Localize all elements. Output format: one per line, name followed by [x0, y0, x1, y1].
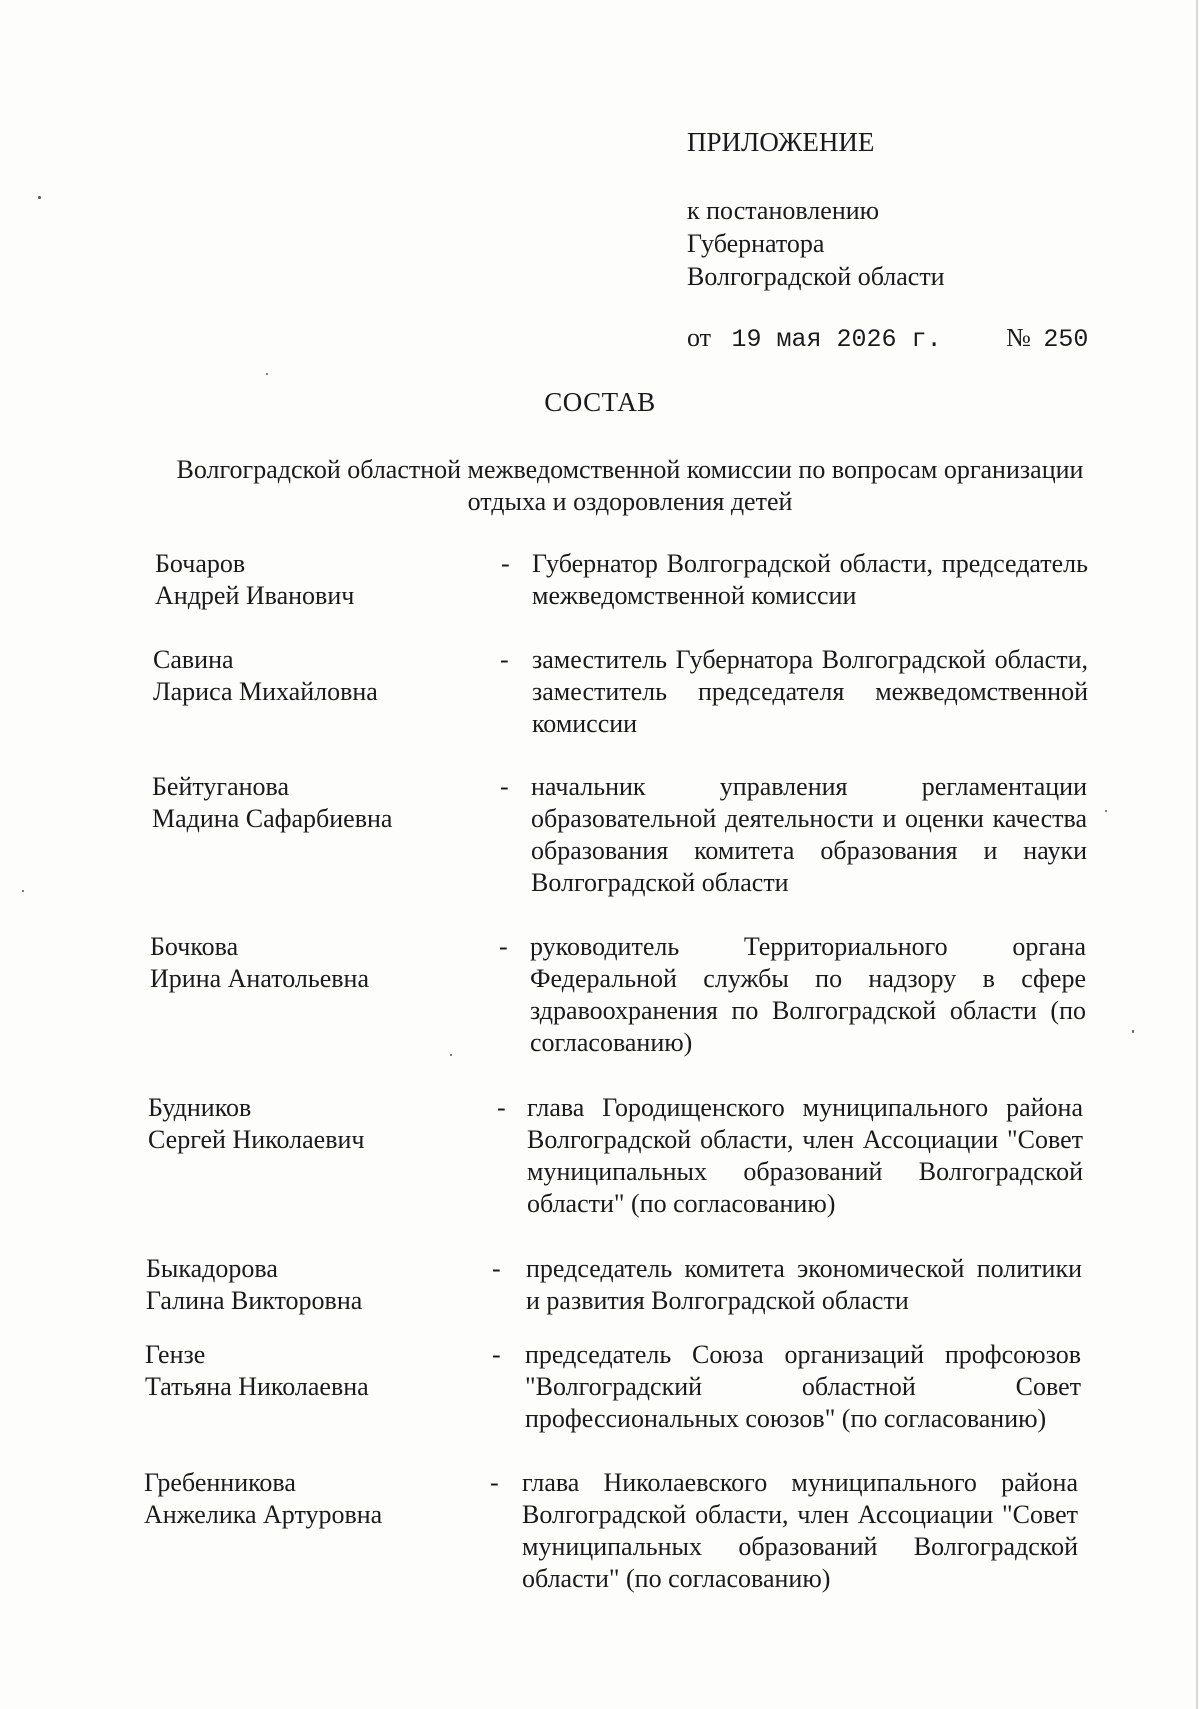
appendix-line-3: Волгоградской области	[687, 262, 945, 291]
scan-speck	[266, 373, 268, 375]
member-given-names: Татьяна Николаевна	[145, 1372, 369, 1401]
member-dash: -	[492, 1340, 501, 1369]
scan-speck	[22, 890, 24, 892]
member-role: руководитель Территориального органа Федеральной службы по надзору в сфере здравоохранения по Волгоградской области (по согласованию)	[530, 932, 1086, 1057]
member-role: председатель комитета экономической политики и развития Волгоградской области	[526, 1254, 1082, 1315]
member-name	[152, 771, 512, 835]
member-given-names: Лариса Михайловна	[153, 677, 378, 706]
scan-speck	[38, 196, 41, 199]
member-name	[145, 1339, 505, 1403]
member-dash: -	[500, 772, 509, 801]
document-title: СОСТАВ	[544, 387, 656, 417]
appendix-title: ПРИЛОЖЕНИЕ	[687, 127, 875, 157]
member-name	[148, 1092, 508, 1156]
scan-speck	[1132, 1030, 1134, 1033]
member-surname: Гребенникова	[144, 1468, 296, 1497]
member-name	[155, 548, 515, 612]
number-value: 250	[1043, 325, 1089, 354]
member-given-names: Сергей Николаевич	[148, 1125, 365, 1154]
date-value: 19 мая 2026 г.	[731, 325, 942, 354]
member-given-names: Ирина Анатольевна	[150, 964, 369, 993]
member-given-names: Галина Викторовна	[146, 1286, 363, 1315]
member-name	[146, 1253, 506, 1317]
member-dash: -	[501, 549, 510, 578]
member-dash: -	[492, 1254, 501, 1283]
scan-speck	[450, 1054, 452, 1056]
date-prefix: от	[687, 323, 712, 352]
appendix-date-line	[687, 322, 1088, 356]
member-name	[153, 644, 513, 708]
document-subtitle: Волгоградской областной межведомственной комиссии по вопросам организации отдыха и оздоровления детей	[176, 455, 1084, 516]
member-dash: -	[500, 645, 509, 674]
member-role: председатель Союза организаций профсоюзов "Волгоградский областной Совет профессиональных союзов" (по согласованию)	[525, 1340, 1081, 1433]
member-surname: Бочкова	[150, 932, 239, 961]
member-surname: Бочаров	[155, 549, 246, 578]
member-dash: -	[497, 1093, 506, 1122]
appendix-block	[687, 126, 945, 293]
member-surname: Гензе	[145, 1340, 206, 1369]
appendix-line-2: Губернатора	[687, 229, 825, 258]
member-role: Губернатор Волгоградской области, председатель межведомственной комиссии	[532, 549, 1088, 610]
scan-speck	[1105, 810, 1107, 812]
member-dash: -	[490, 1468, 499, 1497]
member-name	[144, 1467, 504, 1531]
member-dash: -	[499, 932, 508, 961]
member-surname: Савина	[153, 645, 234, 674]
member-role: заместитель Губернатора Волгоградской области, заместитель председателя межведомственной комиссии	[532, 645, 1088, 738]
member-role: начальник управления регламентации образовательной деятельности и оценки качества образования комитета образования и науки Волгоградской области	[531, 772, 1087, 897]
number-sign: №	[1006, 323, 1031, 352]
member-name	[150, 931, 510, 995]
scan-edge-line	[1196, 0, 1198, 1709]
member-role: глава Николаевского муниципального района Волгоградской области, член Ассоциации "Совет муниципальных образований Волгоградской области" (по согласованию)	[522, 1468, 1078, 1593]
appendix-line-1: к постановлению	[687, 196, 880, 225]
member-given-names: Андрей Иванович	[155, 581, 355, 610]
member-role: глава Городищенского муниципального района Волгоградской области, член Ассоциации "Совет муниципальных образований Волгоградской области" (по согласованию)	[527, 1093, 1083, 1218]
member-given-names: Мадина Сафарбиевна	[152, 804, 393, 833]
member-surname: Быкадорова	[146, 1254, 278, 1283]
member-given-names: Анжелика Артуровна	[144, 1500, 383, 1529]
member-surname: Бейтуганова	[152, 772, 289, 801]
member-surname: Будников	[148, 1093, 252, 1122]
